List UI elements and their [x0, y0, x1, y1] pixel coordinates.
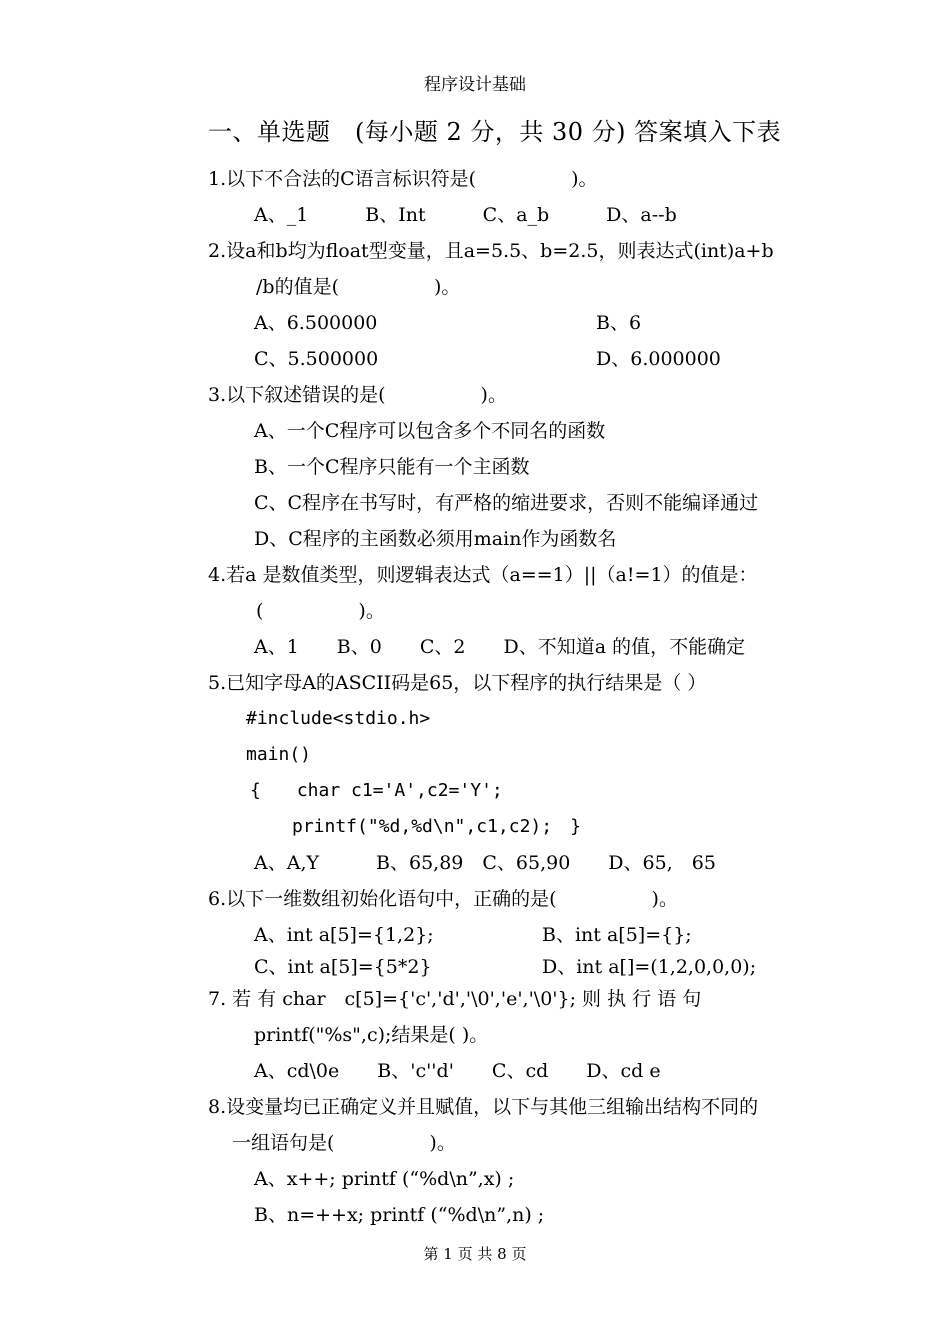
question-1-options: A、_1 B、Int C、a_b D、a--b	[254, 204, 677, 226]
question-6-stem: 6.以下一维数组初始化语句中，正确的是( )。	[208, 888, 678, 910]
question-4-stem-line1: 4.若a 是数值类型，则逻辑表达式（a==1）||（a!=1）的值是：	[208, 564, 758, 586]
question-5-code-line3: { char c1='A',c2='Y';	[250, 780, 503, 801]
question-8-stem-line2: 一组语句是( )。	[232, 1132, 456, 1154]
question-5-stem: 5.已知字母A的ASCII码是65，以下程序的执行结果是（ ）	[208, 672, 707, 694]
question-8-option-a: A、x++; printf (“%d\n”,x) ;	[254, 1168, 515, 1190]
question-3-option-a: A、一个C程序可以包含多个不同名的函数	[254, 420, 606, 442]
question-8-option-b: B、n=++x; printf (“%d\n”,n) ;	[254, 1204, 545, 1226]
question-5-code-line4: printf("%d,%d\n",c1,c2); }	[292, 816, 581, 837]
question-1-stem: 1.以下不合法的C语言标识符是( )。	[208, 168, 598, 190]
question-7-stem-line1: 7. 若 有 char c[5]={'c','d','\0','e','\0'}; 则 执 行 语 句	[208, 988, 702, 1010]
question-3-option-c: C、C程序在书写时，有严格的缩进要求，否则不能编译通过	[254, 492, 759, 514]
question-5-code-line1: #include<stdio.h>	[246, 708, 431, 729]
question-5-code-line2: main()	[246, 744, 312, 765]
question-6-option-c: C、int a[5]={5*2}	[254, 956, 432, 978]
question-3-option-d: D、C程序的主函数必须用main作为函数名	[254, 528, 617, 550]
question-2-stem-line1: 2.设a和b均为float型变量，且a=5.5、b=2.5，则表达式(int)a+b	[208, 240, 774, 262]
question-3-option-b: B、一个C程序只能有一个主函数	[254, 456, 530, 478]
question-8-stem-line1: 8.设变量均已正确定义并且赋值，以下与其他三组输出结构不同的	[208, 1096, 759, 1118]
question-4-stem-line2: ( )。	[256, 600, 385, 622]
question-2-option-c: C、5.500000	[254, 348, 379, 370]
question-7-stem-line2: printf("%s",c);结果是( )。	[254, 1024, 489, 1046]
section-title: 一、单选题 (每小题 2 分，共 30 分) 答案填入下表	[208, 118, 782, 146]
question-2-option-d: D、6.000000	[596, 348, 721, 370]
page-header: 程序设计基础	[424, 75, 526, 95]
question-3-stem: 3.以下叙述错误的是( )。	[208, 384, 507, 406]
question-4-options: A、1 B、0 C、2 D、不知道a 的值，不能确定	[254, 636, 746, 658]
question-6-option-b: B、int a[5]={};	[542, 924, 692, 946]
question-2-option-b: B、6	[596, 312, 642, 334]
question-2-stem-line2: /b的值是( )。	[256, 276, 461, 298]
question-6-option-a: A、int a[5]={1,2};	[254, 924, 434, 946]
page-footer: 第 1 页 共 8 页	[423, 1245, 527, 1263]
question-2-option-a: A、6.500000	[254, 312, 378, 334]
question-5-options: A、A,Y B、65,89 C、65,90 D、65, 65	[254, 852, 716, 874]
question-6-option-d: D、int a[]=(1,2,0,0,0);	[542, 956, 757, 978]
question-7-options: A、cd\0e B、'c''d' C、cd D、cd e	[254, 1060, 661, 1082]
